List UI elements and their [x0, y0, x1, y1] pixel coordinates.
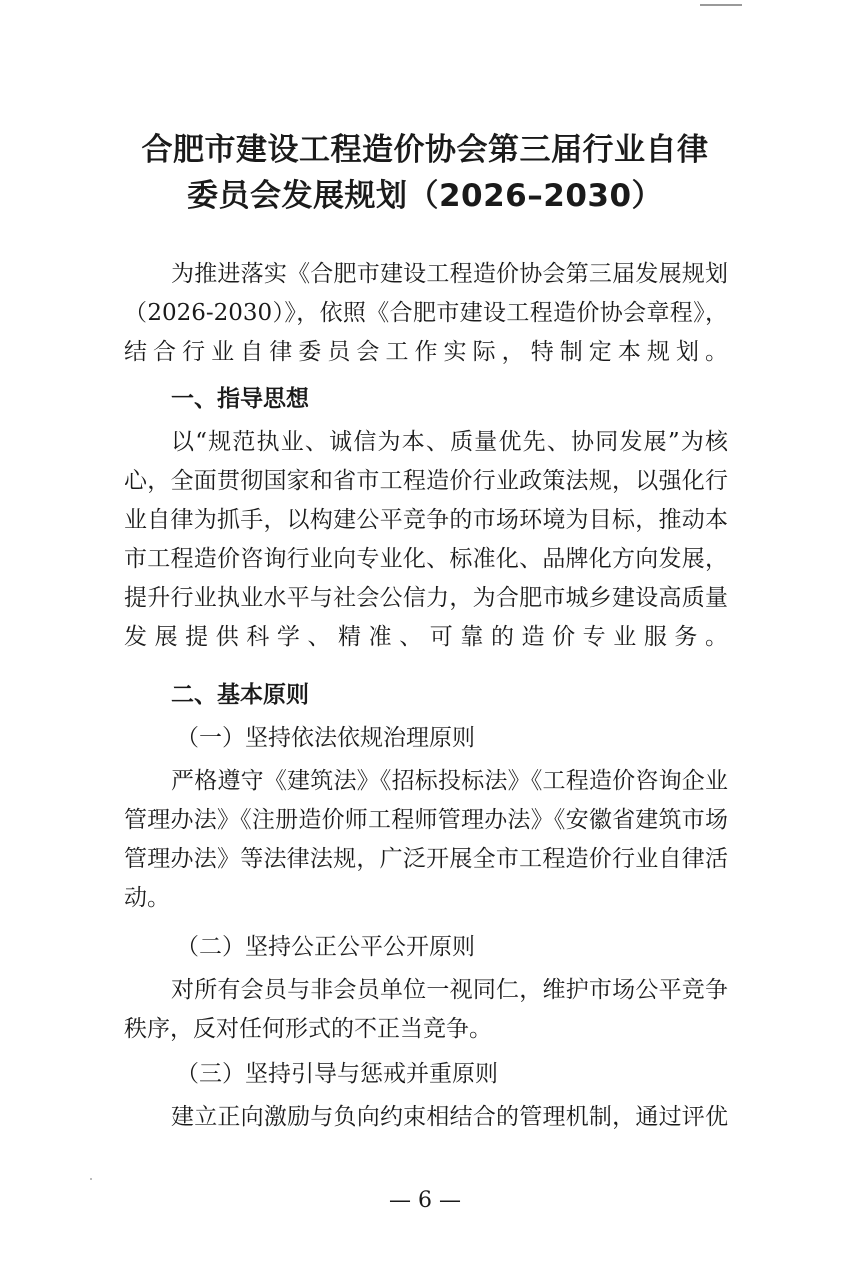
principle-body-guidance: 建立正向激励与负向约束相结合的管理机制，通过评优: [171, 1104, 728, 1130]
scan-edge-mark: [700, 4, 742, 6]
section-heading-guiding-ideology: 一、指导思想: [171, 386, 309, 412]
principle-heading-legal: （一）坚持依法依规治理原则: [176, 725, 475, 751]
principle-body-fairness: 对所有会员与非会员单位一视同仁，维护市场公平竞争秩序，反对任何形式的不正当竞争。: [124, 977, 728, 1042]
principle-heading-guidance: （三）坚持引导与惩戒并重原则: [176, 1061, 498, 1087]
scan-speck: [90, 1178, 92, 1180]
guiding-ideology-paragraph: 以“规范执业、诚信为本、质量优先、协同发展”为核心，全面贯彻国家和省市工程造价行业政策法规，以强化行业自律为抓手，以构建公平竞争的市场环境为目标，推动本市工程造价咨询行业向专业化、标准化、品牌化方向发展，提升行业执业水平与社会公信力，为合肥市城乡建设高质量发展提供科学、精准、可靠的造价专业服务。: [124, 429, 728, 650]
principle-body-legal: 严格遵守《建筑法》《招标投标法》《工程造价咨询企业管理办法》《注册造价师工程师管理办法》《安徽省建筑市场管理办法》等法律法规，广泛开展全市工程造价行业自律活动。: [124, 768, 728, 911]
section-heading-basic-principles: 二、基本原则: [171, 682, 309, 708]
document-title-line-1: 合肥市建设工程造价协会第三届行业自律: [141, 132, 709, 168]
page-number: — 6 —: [389, 1188, 461, 1213]
document-title-line-2: 委员会发展规划（2026–2030）: [186, 178, 664, 214]
principle-heading-fairness: （二）坚持公正公平公开原则: [176, 934, 475, 960]
intro-paragraph: 为推进落实《合肥市建设工程造价协会第三届发展规划（2026-2030）》，依照《合肥市建设工程造价协会章程》，结合行业自律委员会工作实际，特制定本规划。: [124, 261, 728, 365]
